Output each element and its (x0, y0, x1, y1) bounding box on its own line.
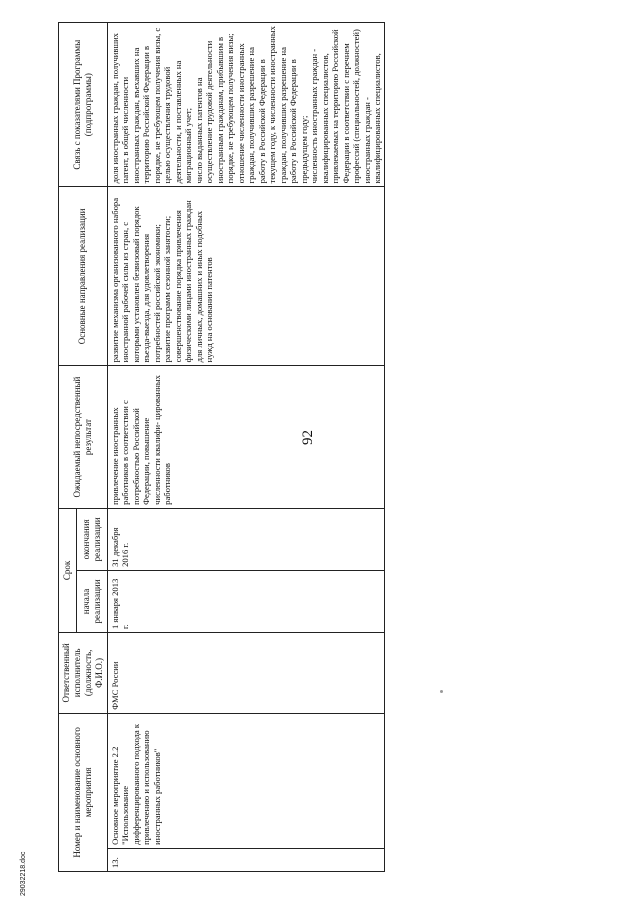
table-row (107, 23, 385, 872)
activities-table (58, 22, 385, 872)
header-term: Срок (59, 508, 77, 632)
row-name: Основное мероприятие 2.2 "Использование дифференцированного подхода к привлечению и использованию иностранных работников" (107, 713, 385, 848)
link-item: число выданных патентов на осуществление трудовой деятельности иностранным гражданам, прибывшим в порядке, не требующем получения визы; (193, 33, 236, 184)
header-result: Ожидаемый непосредственный результат (59, 366, 108, 508)
header-name: Номер и наименование основного мероприятия (59, 713, 108, 871)
direction-item: развитие программ сезонной занятости; (162, 215, 173, 363)
page-number: 92 (300, 430, 316, 445)
row-responsible: ФМС России (107, 633, 385, 714)
row-number: 13. (107, 848, 385, 871)
row-end: 31 декабря 2016 г. (107, 508, 385, 570)
header-directions: Основные направления реализации (59, 187, 108, 366)
rotated-table-wrapper (58, 22, 628, 872)
scan-speck (440, 690, 443, 693)
link-item: доля иностранных граждан, получивших патент, в общей численности иностранных граждан, въехавших на территорию Российской Федерации в порядке, не требующем получения визы, с целью осуществления трудовой деятельности, и поставленных на миграционный учет; (109, 27, 194, 184)
link-item: численность иностранных граждан - квалифицированных специалистов, привлекаемых на территорию Российской Федерации в соответствии с перечнем профессий (специальностей, должностей) иностранных граждан - квалифицированных специалистов, (309, 29, 382, 184)
row-result: привлечение иностранных работников в соответствии с потребностью Российской Федерации, повышение численности квалифи- цированных работников (107, 366, 385, 508)
header-row (59, 23, 77, 872)
document-id: 29032218.doc (20, 851, 27, 896)
header-responsible: Ответственный исполнитель (должность, Ф.И.О.) (59, 633, 108, 714)
row-start: 1 января 2013 г. (107, 570, 385, 632)
direction-item: совершенствование порядка привлечения физическими лицами иностранных граждан для личных, домашних и иных подобных нужд на основании патентов (172, 200, 215, 363)
link-item: отношение численности иностранных граждан, получивших разрешение на работу в Российской Федерации в текущем году, к численности иностранных граждан, получивших разрешение на работу в Российской Федерации в предыдущем году; (235, 26, 309, 184)
header-end: окончания реализации (77, 508, 108, 570)
direction-item: развитие механизма организованного набора иностранной рабочей силы из стран, с которыми установлен безвизовый порядок въезда-выезда, для удовлетворения потребностей российской экономики; (109, 197, 162, 363)
header-link: Связь с показателями Программы (подпрограммы) (59, 23, 108, 187)
header-start: начала реализации (77, 570, 108, 632)
row-directions (107, 187, 385, 366)
row-links (107, 23, 385, 187)
